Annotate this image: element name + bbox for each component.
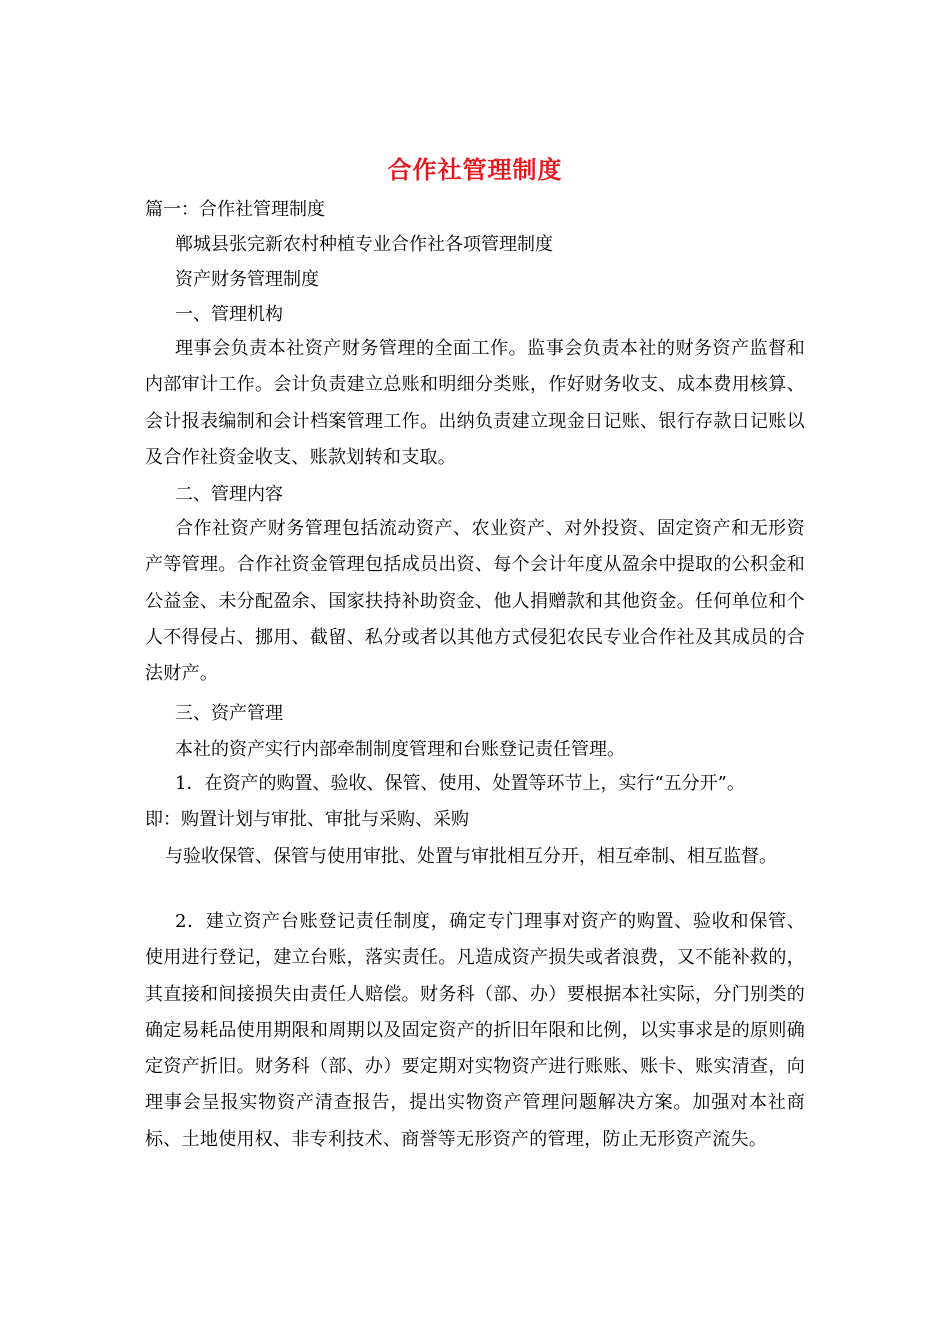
section-title: 资产财务管理制度 xyxy=(175,269,319,290)
heading-management-content: 二、管理内容 xyxy=(175,484,283,505)
paragraph-internal-control: 本社的资产实行内部牵制制度管理和台账登记责任管理。 xyxy=(175,739,625,760)
heading-management-structure: 一、管理机构 xyxy=(175,304,283,325)
item-1-line-2: 即：购置计划与审批、审批与采购、采购 xyxy=(145,809,469,830)
item-2-paragraph: 2．建立资产台账登记责任制度，确定专门理事对资产的购置、验收和保管、使用进行登记，建立台账，落实责任。凡造成资产损失或者浪费，又不能补救的，其直接和间接损失由责任人赔偿。财务科（部、办）要根据本社实际，分门别类的确定易耗品使用期限和周期以及固定资产的折旧年限和比例，以实事求是的原则确定资产折旧。财务科（部、办）要定期对实物资产进行账账、账卡、账实清查，向理事会呈报实物资产清查报告，提出实物资产管理问题解决方案。加强对本社商标、土地使用权、非专利技术、商誉等无形资产的管理，防止无形资产流失。 xyxy=(145,911,805,1150)
organization-title: 郸城县张完新农村种植专业合作社各项管理制度 xyxy=(175,234,553,255)
paragraph-management-structure: 理事会负责本社资产财务管理的全面工作。监事会负责本社的财务资产监督和内部审计工作。会计负责建立总账和明细分类账，作好财务收支、成本费用核算、会计报表编制和会计档案管理工作。出纳负责建立现金日记账、银行存款日记账以及合作社资金收支、账款划转和支取。 xyxy=(145,338,805,468)
paragraph-management-content: 合作社资产财务管理包括流动资产、农业资产、对外投资、固定资产和无形资产等管理。合作社资金管理包括成员出资、每个会计年度从盈余中提取的公积金和公益金、未分配盈余、国家扶持补助资金、他人捐赠款和其他资金。任何单位和个人不得侵占、挪用、截留、私分或者以其他方式侵犯农民专业合作社及其成员的合法财产。 xyxy=(145,518,805,685)
item-1-line-3: 与验收保管、保管与使用审批、处置与审批相互分开，相互牵制、相互监督。 xyxy=(165,846,777,867)
document-title: 合作社管理制度 xyxy=(387,155,563,184)
chapter-heading: 篇一：合作社管理制度 xyxy=(145,199,325,220)
item-1-line-1: 1．在资产的购置、验收、保管、使用、处置等环节上，实行“五分开”。 xyxy=(175,773,745,794)
heading-asset-management: 三、资产管理 xyxy=(175,703,283,724)
